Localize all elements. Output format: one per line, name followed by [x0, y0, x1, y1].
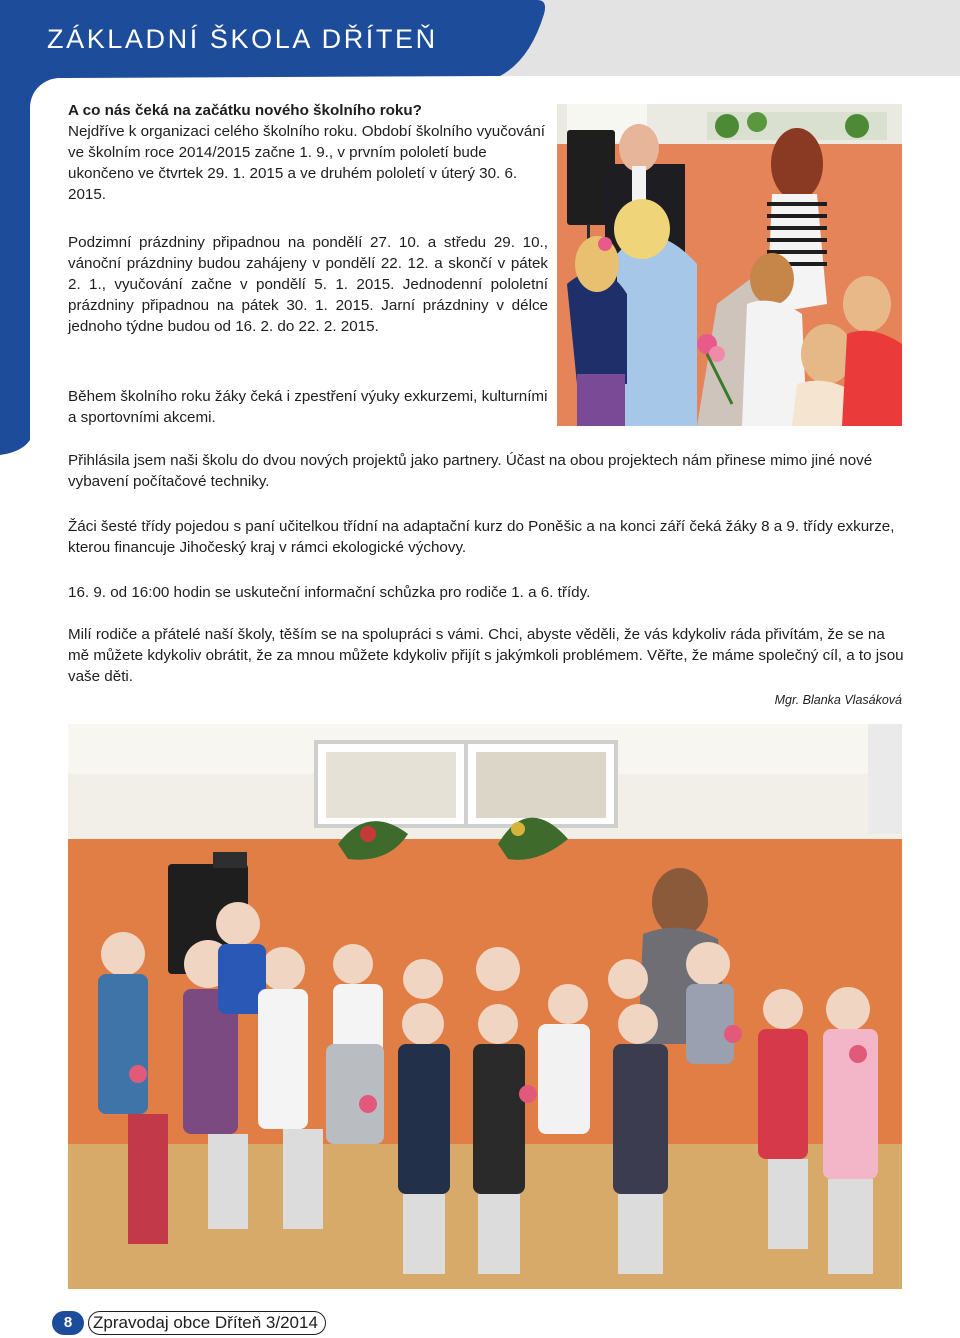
photo-class-group [68, 724, 902, 1289]
sixth-grade-paragraph: Žáci šesté třídy pojedou s paní učitelkou třídní na adaptační kurz do Poněšic a na konci září čeká žáky 8 a 9. třídy exkurze, kterou financuje Jihočeský kraj v rámci ekologické výchovy. [68, 518, 895, 556]
signature: Mgr. Blanka Vlasáková [774, 693, 902, 707]
page-title: ZÁKLADNÍ ŠKOLA DŘÍTEŇ [47, 24, 438, 54]
holidays-paragraph: Podzimní prázdniny připadnou na pondělí 27. 10. a středu 29. 10., vánoční prázdniny budou zahájeny v pondělí 22. 12. a skončí v pátek 2. 1., vyučování začne v pondělí 5. 1. 2015. Jednodenní pololetní prázdniny připadnou na pátek 30. 1. 2015. Jarní prázdniny v délce jednoho týdne budou od 16. 2. do 22. 2. 2015. [68, 234, 548, 335]
page-number: 8 [52, 1311, 84, 1335]
photo-ceremony [557, 104, 902, 426]
projects-paragraph: Přihlásila jsem naši školu do dvou nových projektů jako partnery. Účast na obou projektech nám přinese mimo jiné nové vybavení počítačové techniky. [68, 452, 873, 490]
excursions-paragraph: Během školního roku žáky čeká i zpestření výuky exkurzemi, kulturními a sportovními akcemi. [68, 388, 548, 426]
intro-paragraph [68, 100, 548, 205]
closing-paragraph: Milí rodiče a přátelé naší školy, těším se na spolupráci s vámi. Chci, abyste věděli, že vás kdykoliv ráda přivítám, že se na mě můžete kdykoliv obrátit, že za mnou můžete kdykoliv přijít s jakýmkoli problémem. Věřte, že máme společný cíl, a to jsou vaše děti. [68, 626, 904, 685]
magazine-title: Zpravodaj obce Dříteň 3/2014 [88, 1311, 326, 1335]
meeting-paragraph: 16. 9. od 16:00 hodin se uskuteční informační schůzka pro rodiče 1. a 6. třídy. [68, 584, 591, 601]
intro-heading: A co nás čeká na začátku nového školního roku? [68, 102, 422, 119]
intro-text: Nejdříve k organizaci celého školního roku. Období školního vyučování ve školním roce 2014/2015 začne 1. 9., v prvním pololetí bude ukončeno ve čtvrtek 29. 1. 2015 a ve druhém pololetí v úterý 30. 6. 2015. [68, 123, 545, 203]
